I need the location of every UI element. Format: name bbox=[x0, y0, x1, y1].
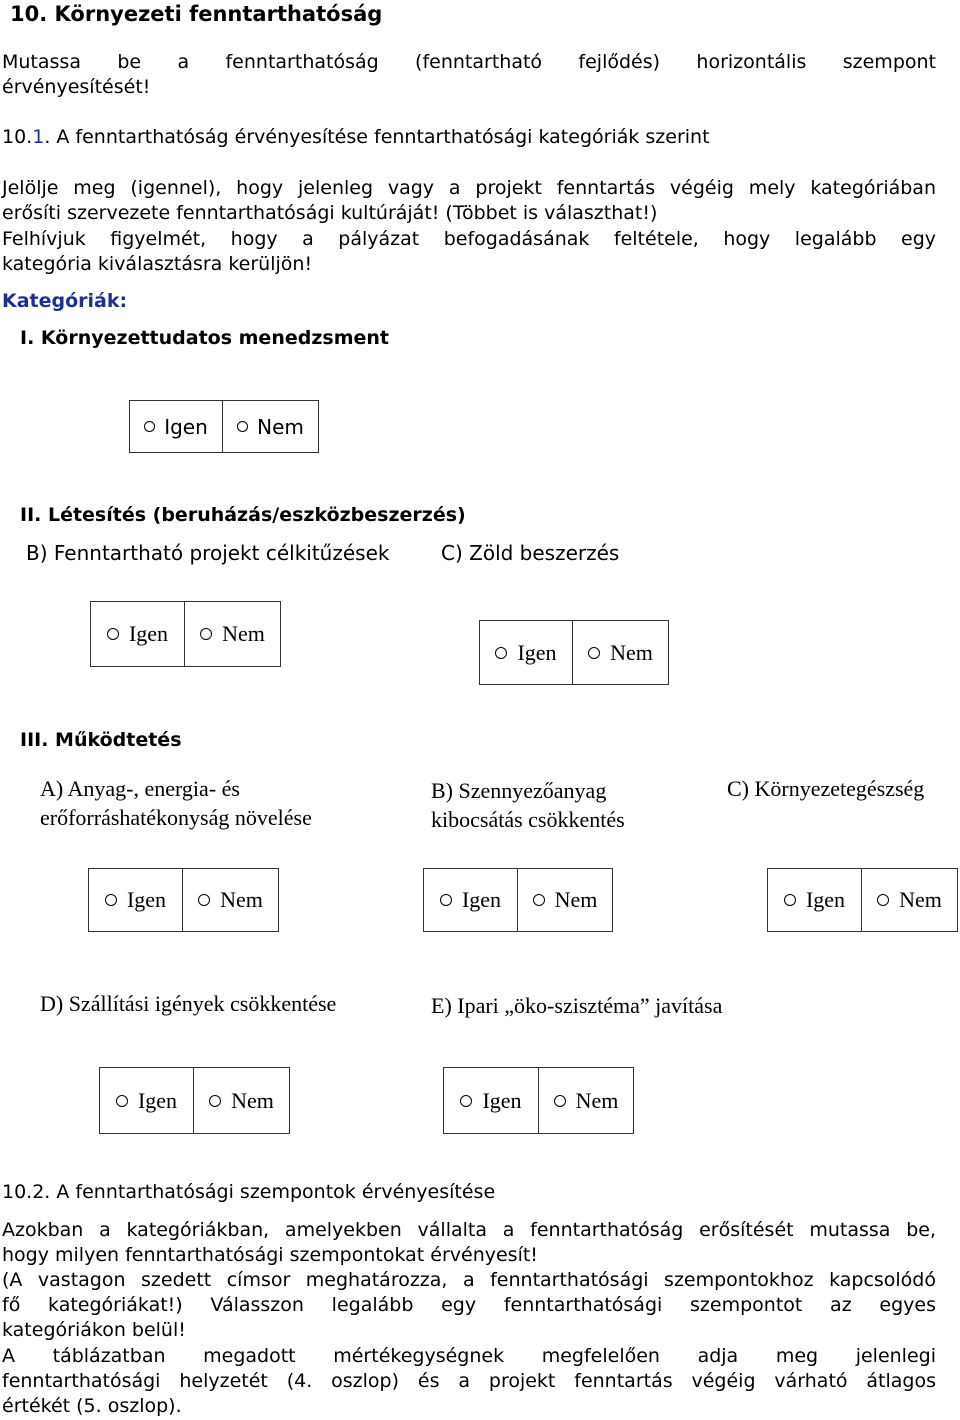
category-3-d-no-option[interactable] bbox=[193, 1068, 289, 1133]
category-3-a-yes-option[interactable] bbox=[89, 869, 182, 931]
category-3-d-choice bbox=[99, 1067, 290, 1134]
category-2-b-label: B) Fenntartható projekt célkitűzések bbox=[26, 541, 390, 565]
category-3-a-label bbox=[40, 774, 312, 832]
category-2-b-no-option[interactable] bbox=[184, 602, 280, 666]
radio-circle-icon bbox=[554, 1095, 566, 1107]
radio-circle-icon bbox=[237, 421, 248, 432]
category-3-c-yes-option[interactable] bbox=[768, 869, 861, 931]
category-3-c-label: C) Környezetegészség bbox=[727, 776, 925, 801]
intro-line-2: érvényesítését! bbox=[2, 76, 151, 98]
category-3-a-line-1: A) Anyag-, energia- és bbox=[40, 776, 240, 801]
yes-label: Igen bbox=[164, 414, 208, 439]
category-3-a-no-option[interactable] bbox=[182, 869, 278, 931]
category-3-d-label: D) Szállítási igények csökkentése bbox=[40, 991, 337, 1016]
yes-label: Igen bbox=[137, 1087, 178, 1113]
radio-circle-icon bbox=[209, 1095, 221, 1107]
category-3-a-choice bbox=[88, 868, 279, 932]
category-1-no-option[interactable] bbox=[222, 401, 318, 452]
category-2-c-no-option[interactable] bbox=[572, 621, 668, 684]
category-3-b-yes-option[interactable] bbox=[424, 869, 517, 931]
radio-circle-icon bbox=[105, 894, 117, 906]
radio-circle-icon bbox=[533, 894, 545, 906]
no-label: Nem bbox=[899, 887, 942, 912]
instruction-line-4: kategória kiválasztásra kerüljön! bbox=[2, 253, 313, 275]
radio-circle-icon bbox=[784, 894, 796, 906]
category-2-b-choice bbox=[90, 601, 281, 667]
no-label: Nem bbox=[231, 1087, 274, 1113]
instruction-line-1: Jelölje meg (igennel), hogy jelenleg vagy a projekt fenntartás végéig mely kategóriában bbox=[2, 177, 936, 199]
yes-label: Igen bbox=[517, 639, 557, 665]
no-label: Nem bbox=[610, 639, 653, 665]
no-label: Nem bbox=[554, 887, 598, 912]
closing-line-2: hogy milyen fenntarthatósági szempontokat érvényesít! bbox=[2, 1244, 538, 1266]
category-2-title: II. Létesítés (beruházás/eszközbeszerzés) bbox=[20, 504, 466, 526]
category-3-e-choice bbox=[443, 1067, 634, 1134]
category-1-yes-option[interactable] bbox=[130, 401, 222, 452]
category-2-c-choice bbox=[479, 620, 669, 685]
subsection-2-title: 10.2. A fenntarthatósági szempontok érvényesítése bbox=[2, 1181, 496, 1203]
category-3-b-no-option[interactable] bbox=[517, 869, 612, 931]
category-2-b-yes-option[interactable] bbox=[91, 602, 184, 666]
no-label: Nem bbox=[222, 621, 265, 646]
radio-circle-icon bbox=[200, 628, 212, 640]
category-1-title: I. Környezettudatos menedzsment bbox=[20, 327, 389, 349]
no-label: Nem bbox=[220, 887, 263, 912]
instruction-line-2: erősíti szervezete fenntarthatósági kultúráját! (Többet is választhat!) bbox=[2, 202, 658, 224]
radio-circle-icon bbox=[144, 421, 155, 432]
closing-line-1: Azokban a kategóriákban, amelyekben vállalta a fenntarthatóság erősítését mutassa be, bbox=[2, 1219, 936, 1241]
category-3-b-line-2: kibocsátás csökkentés bbox=[431, 807, 625, 832]
no-label: Nem bbox=[257, 414, 304, 439]
categories-label: Kategóriák: bbox=[2, 290, 128, 312]
category-3-e-yes-option[interactable] bbox=[444, 1068, 538, 1133]
category-1-choice bbox=[129, 400, 319, 453]
yes-label: Igen bbox=[482, 1087, 522, 1113]
instruction-line-3: Felhívjuk figyelmét, hogy a pályázat befogadásának feltétele, hogy legalább egy bbox=[2, 228, 936, 250]
radio-circle-icon bbox=[460, 1095, 472, 1107]
closing-line-3: (A vastagon szedett címsor meghatározza, a fenntarthatósági szempontokhoz kapcsolódó bbox=[2, 1269, 936, 1291]
category-2-c-yes-option[interactable] bbox=[480, 621, 572, 684]
intro-line-1: Mutassa be a fenntarthatóság (fenntartható fejlődés) horizontális szempont bbox=[2, 51, 936, 73]
subsection-1-number: 10. bbox=[2, 126, 33, 148]
radio-circle-icon bbox=[116, 1095, 128, 1107]
radio-circle-icon bbox=[588, 647, 600, 659]
subsection-1-text: . A fenntarthatóság érvényesítése fenntarthatósági kategóriák szerint bbox=[44, 126, 710, 148]
radio-circle-icon bbox=[495, 647, 507, 659]
category-3-c-no-option[interactable] bbox=[861, 869, 957, 931]
category-3-b-line-1: B) Szennyezőanyag bbox=[431, 778, 607, 803]
closing-line-5: kategóriákon belül! bbox=[2, 1319, 186, 1341]
yes-label: Igen bbox=[126, 887, 167, 912]
radio-circle-icon bbox=[440, 894, 452, 906]
no-label: Nem bbox=[575, 1087, 619, 1113]
subsection-1-number-accent: 1 bbox=[32, 126, 45, 148]
yes-label: Igen bbox=[128, 621, 169, 646]
category-3-title: III. Működtetés bbox=[20, 729, 182, 751]
closing-line-7: fenntarthatósági helyzetét (4. oszlop) és a projekt fenntartás végéig várható átlagos bbox=[2, 1370, 936, 1392]
yes-label: Igen bbox=[461, 887, 502, 912]
category-3-c-choice bbox=[767, 868, 958, 932]
category-3-b-choice bbox=[423, 868, 613, 932]
subsection-1-title bbox=[2, 126, 710, 148]
category-3-b-label bbox=[431, 776, 625, 834]
category-3-a-line-2: erőforráshatékonyság növelése bbox=[40, 805, 312, 830]
closing-line-4: fő kategóriákat!) Válasszon legalább egy fenntarthatósági szempontot az egyes bbox=[2, 1294, 936, 1316]
radio-circle-icon bbox=[198, 894, 210, 906]
category-3-d-yes-option[interactable] bbox=[100, 1068, 193, 1133]
category-3-e-no-option[interactable] bbox=[538, 1068, 633, 1133]
yes-label: Igen bbox=[805, 887, 846, 912]
section-title: 10. Környezeti fenntarthatóság bbox=[10, 2, 383, 26]
radio-circle-icon bbox=[107, 628, 119, 640]
closing-line-8: értékét (5. oszlop). bbox=[2, 1395, 182, 1417]
radio-circle-icon bbox=[877, 894, 889, 906]
category-3-e-label: E) Ipari „öko-szisztéma” javítása bbox=[431, 993, 723, 1018]
category-2-c-label: C) Zöld beszerzés bbox=[441, 541, 620, 565]
closing-line-6: A táblázatban megadott mértékegységnek megfelelően adja meg jelenlegi bbox=[2, 1345, 936, 1367]
